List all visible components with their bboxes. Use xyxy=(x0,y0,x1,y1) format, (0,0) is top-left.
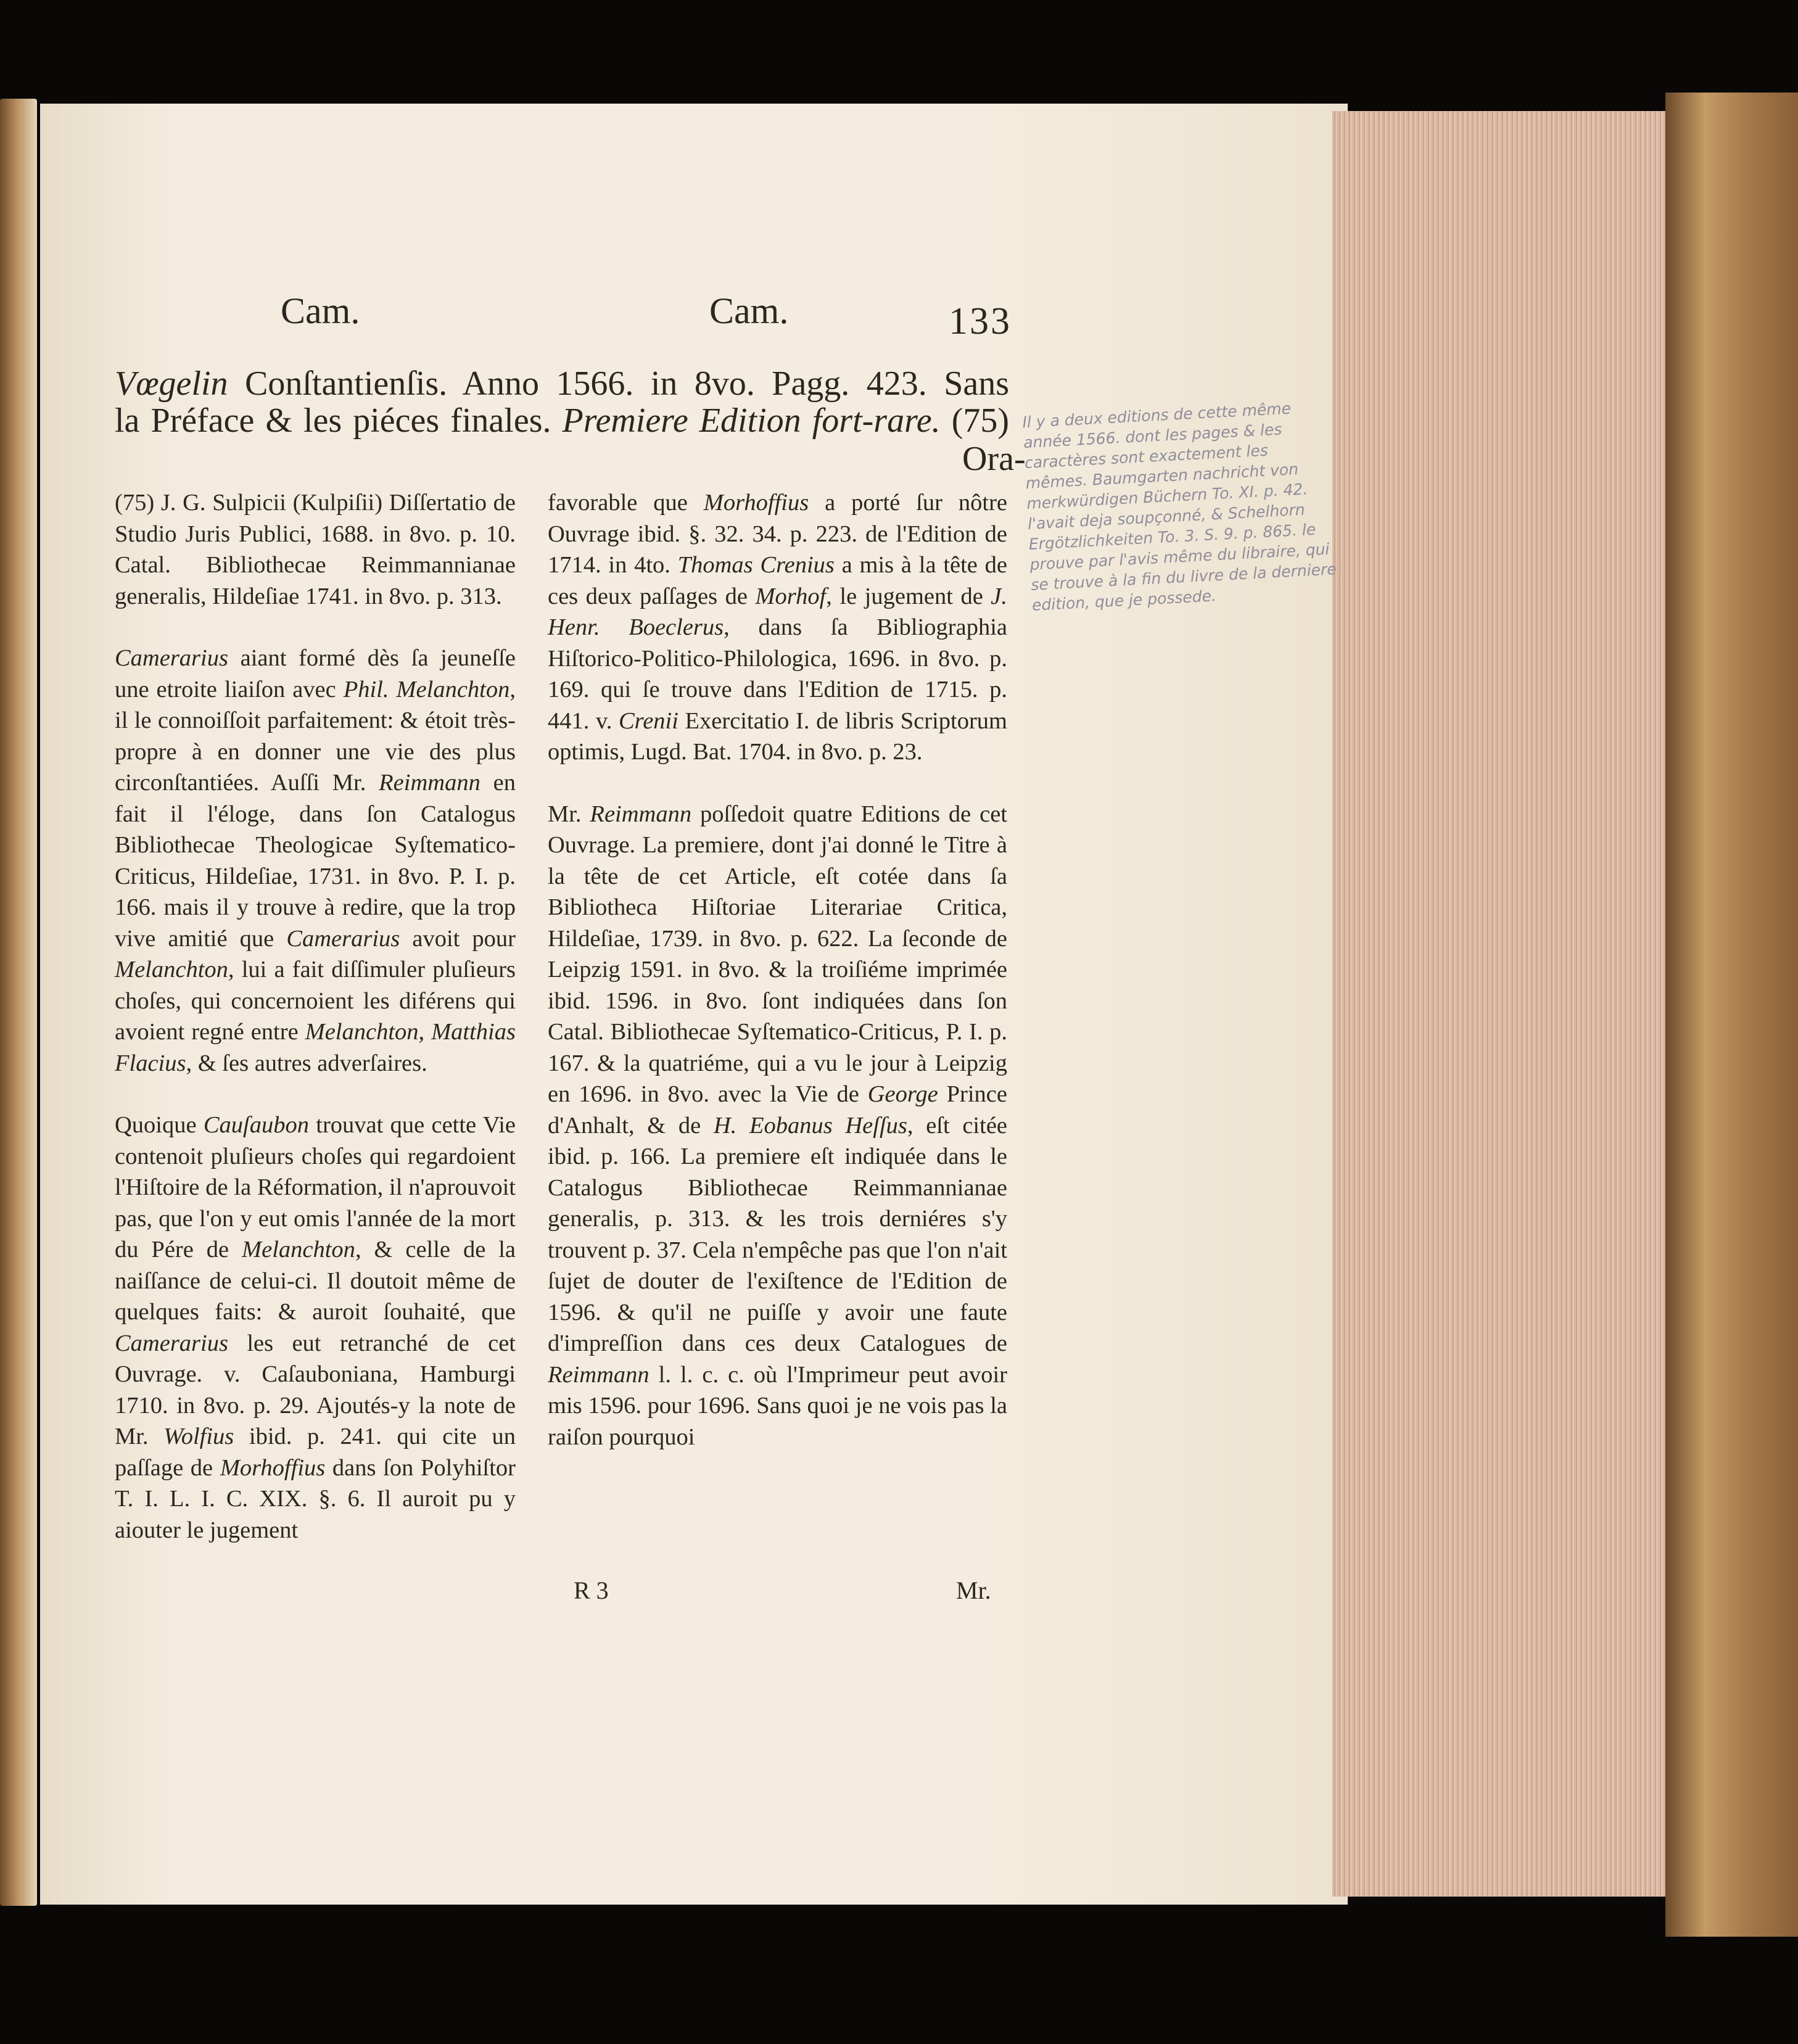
page-block-edges xyxy=(1332,111,1668,1897)
title-line-2-text: la Préface & les piéces finales. xyxy=(115,402,563,440)
text-run: les eut retranché de cet Ouvrage. v. Caſauboniana, Hamburgi 1710. in 8vo. p. 29. Ajoutés-y la note de Mr. xyxy=(115,1330,516,1449)
author-name: Vœgelin xyxy=(115,365,228,403)
name-reimmann: Reimmann xyxy=(590,801,692,827)
text-run: , il le connoiſſoit parfaitement: & étoit très-propre à en donner une vie des plus circonſtantiées. Auſſi Mr. xyxy=(115,676,516,796)
name-morhoffius: Morhoffius xyxy=(220,1454,326,1481)
edition-note: Premiere Edition fort-rare. xyxy=(562,402,941,440)
footnote-paragraph-5 xyxy=(548,799,1007,1453)
footnote-paragraph-1: (75) J. G. Sulpicii (Kulpiſii) Diſſertatio de Studio Juris Publici, 1688. in 8vo. p. 10. Catal. Bibliothecae Reimmannianae generalis, Hildeſiae 1741. in 8vo. p. 313. xyxy=(115,490,516,609)
name-camerarius: Camerarius xyxy=(115,1330,228,1356)
text-run: avoit pour xyxy=(400,925,516,952)
name-camerarius: Camerarius xyxy=(286,925,400,952)
text-run: l. l. c. c. où l'Imprimeur peut avoir mis 1596. pour 1696. Sans quoi je ne vois pas la raiſon pourquoi xyxy=(548,1361,1007,1450)
name-reimmann: Reimmann xyxy=(379,770,480,796)
name-melanchton: Phil. Melanchton xyxy=(343,676,510,703)
name-george: George xyxy=(867,1081,938,1107)
footnote-column-left xyxy=(115,487,516,1546)
title-continuation-line-2 xyxy=(115,401,1009,440)
text-run: , & celle de la naiſſance de celui-ci. Il doutoit même de quelques faits: & auroit ſouhaité, que xyxy=(115,1237,516,1325)
footnote-column-right xyxy=(548,487,1007,1453)
text-run: , le jugement de xyxy=(826,583,991,609)
book-cover-edge xyxy=(1665,93,1798,1937)
title-line-1-text: Conſtantienſis. Anno 1566. in 8vo. Pagg. 423. Sans xyxy=(228,365,1009,403)
name-wolfius: Wolfius xyxy=(163,1424,234,1449)
text-run: , & ſes autres adverſaires. xyxy=(186,1050,427,1076)
footnote-ref-75: (75) xyxy=(940,402,1010,440)
text-run: trouvat que cette Vie contenoit pluſieurs choſes qui regardoient l'Hiſtoire de la Réformation, il n'aprouvoit pas, que l'on y eut omis l'année de la mort du Pére de xyxy=(115,1112,516,1263)
catchword: Mr. xyxy=(956,1576,991,1604)
page-number: 133 xyxy=(949,300,1012,342)
facing-page-edge xyxy=(0,99,37,1906)
running-head-left: Cam. xyxy=(281,291,360,331)
name-thomas-crenius: Thomas Crenius xyxy=(677,552,835,578)
name-crenii: Crenii xyxy=(618,707,678,734)
name-morhoffius: Morhoffius xyxy=(703,490,809,516)
text-run: a porté ſur nôtre Ouvrage ibid. §. 32. 34. p. 223. de l'Edition de 1714. in 4to. xyxy=(548,490,1007,578)
name-melanchton: Melanchton xyxy=(115,957,228,983)
running-head-center: Cam. xyxy=(709,291,789,331)
text-run: , dans ſa Bibliographia Hiſtorico-Politico-Philologica, 1696. in 8vo. p. 169. qui ſe trouve dans l'Edition de 1715. p. 441. v. xyxy=(548,614,1007,734)
text-run: Prince d'Anhalt, & de xyxy=(548,1081,1007,1139)
handwritten-margin-note: Il y a deux editions de cette même année 1566. dont les pages & les caractères sont exactement les mêmes. Baumgarten nachricht von merkwürdigen Büchern To. XI. p. 42. l'avait deja soupçonné, & Schelhorn Ergötzlichkeiten To. 3. S. 9. p. 865. le prouve par l'avis même du libraire, qui se trouve à la fin du livre de la derniere edition, que je possede. xyxy=(1021,399,1337,614)
name-morhof: Morhof xyxy=(755,583,827,609)
text-run: a mis à la tête de ces deux paſſages de xyxy=(548,552,1007,609)
text-run: dans ſon Polyhiſtor T. I. L. I. C. XIX. §. 6. Il auroit pu y aiouter le jugement xyxy=(115,1454,516,1543)
text-run: favorable que xyxy=(548,490,704,516)
footnote-paragraph-3 xyxy=(115,1110,516,1546)
text-run: , eſt citée ibid. p. 166. La premiere eſt indiquée dans le Catalogus Bibliothecae Reimmannianae generalis, p. 313. & les trois derniéres s'y trouvent p. 37. Cela n'empêche pas que l'on n'ait ſujet de douter de l'exiſtence de l'Edition de 1596. & qu'il ne puiſſe y avoir une faute d'impreſſion dans ces deux Catalogues de xyxy=(548,1112,1007,1356)
text-run: Exercitatio I. de libris Scriptorum optimis, Lugd. Bat. 1704. in 8vo. p. 23. xyxy=(548,707,1008,765)
footnote-paragraph-2 xyxy=(115,643,516,1079)
names-melanchton-flacius: Melanchton, Matthias Flacius xyxy=(115,1019,516,1076)
text-run: ibid. p. 241. qui cite un paſſage de xyxy=(115,1424,516,1481)
title-continuation-line-3: Ora- xyxy=(962,440,1026,478)
name-eobanus-hessus: H. Eobanus Heſſus xyxy=(713,1112,907,1139)
text-run: en fait il l'éloge, dans ſon Catalogus Bibliothecae Theologicae Syſtematico-Criticus, Hildeſiae, 1731. in 8vo. P. I. p. 166. mais il y trouve à redire, que la trop vive amitié que xyxy=(115,770,516,952)
text-run: poſſedoit quatre Editions de cet Ouvrage. La premiere, dont j'ai donné le Titre à la tête de cet Article, eſt cotée dans ſa Bibliotheca Hiſtoriae Literariae Critica, Hildeſiae, 1739. in 8vo. p. 622. La ſeconde de Leipzig 1591. in 8vo. & la troiſiéme imprimée ibid. 1596. in 8vo. ſont indiquées dans ſon Catal. Bibliothecae Syſtematico-Criticus, P. I. p. 167. & la quatriéme, qui a vu le jour à Leipzig en 1696. in 8vo. avec la Vie de xyxy=(548,801,1007,1107)
name-boeclerus: J. Henr. Boeclerus xyxy=(548,583,1007,640)
title-continuation-line-1 xyxy=(115,364,1009,403)
text-run: Quoique xyxy=(115,1112,204,1138)
footnote-paragraph-4 xyxy=(548,487,1007,768)
text-run: aiant formé dès ſa jeuneſſe une etroite liaiſon avec xyxy=(115,645,516,703)
text-run: , lui a fait diſſimuler pluſieurs choſes, qui concernoient les diférens qui avoient regné entre xyxy=(115,957,516,1045)
name-melanchton: Melanchton xyxy=(242,1237,355,1263)
name-reimmann: Reimmann xyxy=(548,1361,650,1388)
name-causaubon: Cauſaubon xyxy=(203,1112,310,1138)
text-run: Mr. xyxy=(548,801,590,827)
name-camerarius: Camerarius xyxy=(115,645,228,671)
signature-mark: R 3 xyxy=(574,1576,609,1604)
